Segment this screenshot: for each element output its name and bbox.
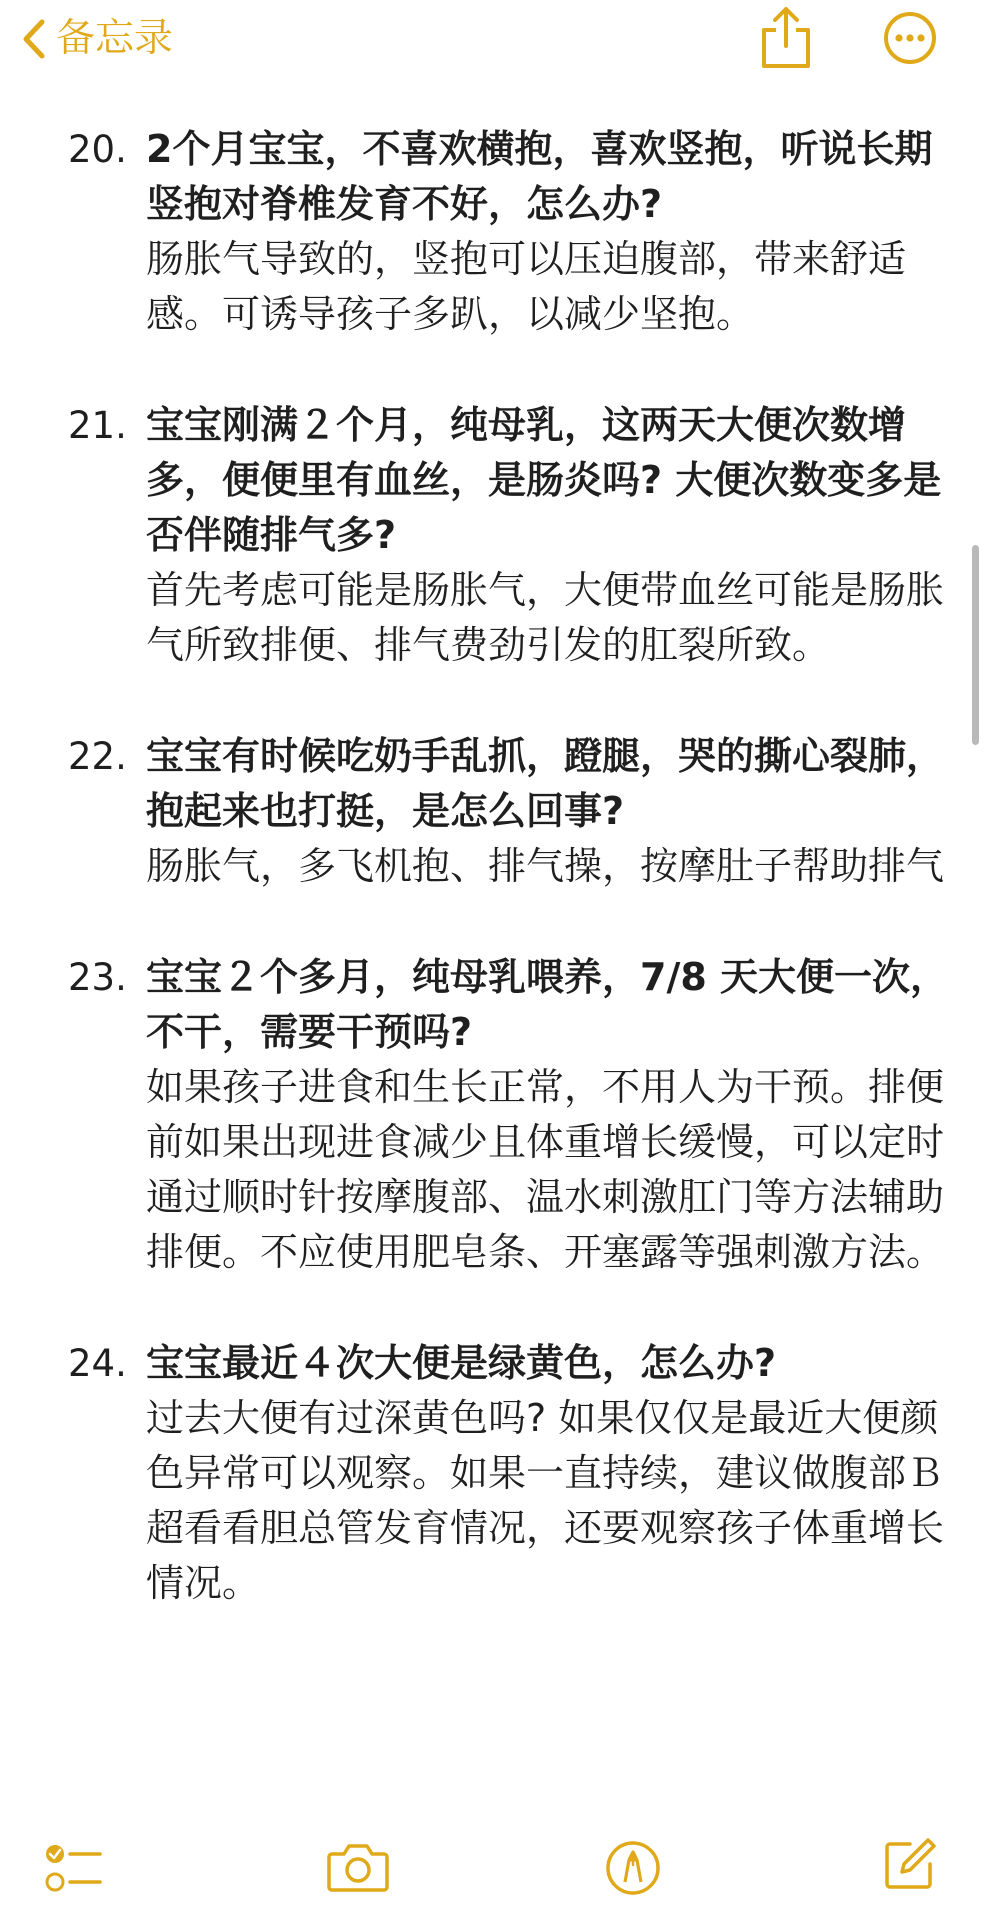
item-number: 23. bbox=[68, 956, 127, 999]
qa-item bbox=[0, 398, 984, 673]
chevron-left-icon bbox=[22, 19, 46, 59]
question-text: 2个月宝宝，不喜欢横抱，喜欢竖抱，听说长期竖抱对脊椎发育不好，怎么办? bbox=[146, 127, 933, 226]
share-icon bbox=[758, 55, 814, 74]
compose-icon bbox=[880, 1879, 940, 1898]
navigation-bar bbox=[0, 0, 984, 80]
answer-text: 肠胀气，多飞机抱、排气操，按摩肚子帮助排气 bbox=[146, 844, 945, 888]
checklist-icon bbox=[44, 1885, 104, 1904]
item-number: 22. bbox=[68, 735, 127, 778]
back-label: 备忘录 bbox=[56, 16, 174, 61]
note-body[interactable] bbox=[0, 122, 984, 1667]
back-button[interactable] bbox=[22, 10, 173, 68]
answer-text: 肠胀气导致的，竖抱可以压迫腹部，带来舒适感。可诱导孩子多趴，以减少坚抱。 bbox=[146, 237, 907, 336]
question-text: 宝宝２个多月，纯母乳喂养，7/8 天大便一次，不干，需要干预吗? bbox=[146, 955, 948, 1054]
markup-pen-icon bbox=[603, 1883, 663, 1902]
camera-icon bbox=[326, 1879, 390, 1898]
scrollbar[interactable] bbox=[972, 545, 979, 745]
item-number: 20. bbox=[68, 128, 127, 171]
answer-text: 首先考虑可能是肠胀气，大便带血丝可能是肠胀气所致排便、排气费劲引发的肛裂所致。 bbox=[146, 568, 945, 667]
question-text: 宝宝最近４次大便是绿黄色，怎么办? bbox=[146, 1341, 777, 1385]
more-icon bbox=[882, 51, 938, 70]
qa-item bbox=[0, 122, 984, 342]
answer-text: 过去大便有过深黄色吗? 如果仅仅是最近大便颜色异常可以观察。如果一直持续，建议做腹部Ｂ超看看胆总管发育情况，还要观察孩子体重增长情况。 bbox=[146, 1396, 945, 1605]
item-number: 24. bbox=[68, 1342, 127, 1385]
question-text: 宝宝刚满２个月，纯母乳，这两天大便次数增多，便便里有血丝，是肠炎吗? 大便次数变多是否伴随排气多? bbox=[146, 403, 942, 557]
camera-button[interactable] bbox=[326, 1838, 396, 1908]
question-text: 宝宝有时候吃奶手乱抓，蹬腿，哭的撕心裂肺，抱起来也打挺，是怎么回事? bbox=[146, 734, 945, 833]
markup-button[interactable] bbox=[603, 1838, 673, 1908]
qa-item bbox=[0, 1336, 984, 1611]
compose-button[interactable] bbox=[880, 1834, 950, 1904]
share-button[interactable] bbox=[758, 6, 814, 70]
qa-item bbox=[0, 729, 984, 894]
item-number: 21. bbox=[68, 404, 127, 447]
answer-text: 如果孩子进食和生长正常，不用人为干预。排便前如果出现进食减少且体重增长缓慢，可以定时通过顺时针按摩腹部、温水刺激肛门等方法辅助排便。不应使用肥皂条、开塞露等强刺激方法。 bbox=[146, 1065, 945, 1274]
qa-item bbox=[0, 950, 984, 1280]
bottom-toolbar bbox=[0, 1830, 984, 1920]
checklist-button[interactable] bbox=[44, 1840, 114, 1910]
more-button[interactable] bbox=[882, 10, 938, 66]
